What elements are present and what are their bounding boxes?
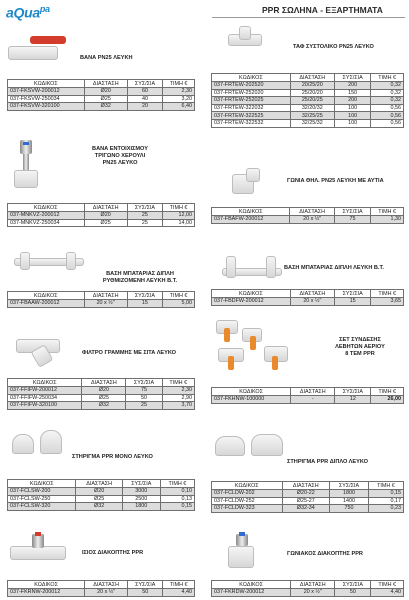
product-price: 0,56 xyxy=(371,119,404,127)
angle-valve-table xyxy=(211,580,404,597)
product-price: 3,20 xyxy=(163,95,195,103)
col-price: ΤΙΜΗ € xyxy=(368,482,403,490)
col-price: ΤΙΜΗ € xyxy=(371,388,404,396)
stop-valve-title-line1: ΒΑΝΑ ΕΝΤΟΙΧΙΣΜΟΥ xyxy=(92,146,148,152)
product-pack: 75 xyxy=(126,387,162,395)
product-size: Ø32 xyxy=(84,103,127,111)
angle-valve-image xyxy=(226,532,260,572)
product-price: 0,17 xyxy=(368,497,403,505)
product-size: 20 x ½" xyxy=(290,298,334,306)
table-row xyxy=(212,589,404,597)
logo-suffix: pa xyxy=(39,4,50,14)
product-code: 037-FKRNW-200012 xyxy=(8,589,85,597)
straight-valve-image xyxy=(10,532,68,568)
col-code: ΚΩΔΙΚΟΣ xyxy=(8,204,85,212)
product-code: 037-FRTEW-252025 xyxy=(212,97,291,105)
product-pack: 1800 xyxy=(122,503,160,511)
product-code: 037-FKSVW-200012 xyxy=(8,88,85,96)
ball-valve-title: ΒΑΝΑ PN25 ΛΕΥΚΗ xyxy=(80,55,133,61)
filter-title: ΦΙΛΤΡΟ ΓΡΑΜΜΗΣ ΜΕ ΣΙΤΑ ΛΕΥΚΟ xyxy=(82,350,177,356)
mixer-base-title: ΒΑΣΗ ΜΠΑΤΑΡΙΑΣ ΔΙΠΛΗ ΛΕΥΚΗ Β.Τ. xyxy=(284,265,384,271)
col-price: ΤΙΜΗ € xyxy=(371,290,404,298)
page-title: PPR ΣΩΛΗΝΑ - ΕΞΑΡΤΗΜΑΤΑ xyxy=(262,5,383,15)
gas-set-title xyxy=(330,337,390,358)
product-code: 037-FFIFW-320100 xyxy=(8,402,82,410)
stop-valve-image xyxy=(14,140,40,192)
reducer-cap-title: ΤΑΦ ΣΥΣΤΟΛΙΚΟ PN25 ΛΕΥΚΟ xyxy=(293,44,374,50)
ball-valve-image xyxy=(8,32,68,62)
product-pack: 750 xyxy=(330,505,369,513)
product-pack: 60 xyxy=(127,88,162,96)
product-code: 037-FRTEW-322525 xyxy=(212,112,291,120)
elbow-title: ΓΩΝΙΑ ΘΗΛ. PN25 ΛΕΥΚΗ ΜΕ ΑΥΤΙΑ xyxy=(287,178,384,184)
col-code: ΚΩΔΙΚΟΣ xyxy=(8,581,85,589)
product-price: 6,40 xyxy=(163,103,195,111)
filter-image xyxy=(16,333,62,367)
col-price: ΤΙΜΗ € xyxy=(163,204,195,212)
reducer-cap-image xyxy=(228,26,262,50)
mixer-base-adjustable-title xyxy=(100,271,180,285)
product-code: 037-FFIFW-200012 xyxy=(8,387,82,395)
table-row xyxy=(212,104,404,112)
product-price: 0,15 xyxy=(160,503,194,511)
mixer-base-adjustable-image xyxy=(14,252,84,272)
reducer-cap-table xyxy=(211,73,404,128)
product-pack: 3000 xyxy=(122,488,160,496)
product-price: 0,10 xyxy=(160,488,194,496)
table-row xyxy=(8,88,195,96)
mixer-base-adjustable-table xyxy=(7,291,195,308)
table-row xyxy=(212,497,404,505)
product-pack: 100 xyxy=(334,104,370,112)
col-pack: ΣΥΣ/ΣΙΑ xyxy=(126,379,162,387)
table-row xyxy=(8,503,195,511)
product-pack: 100 xyxy=(334,119,370,127)
product-price: 0,56 xyxy=(371,104,404,112)
product-code: 037-FBDFW-200012 xyxy=(212,298,291,306)
title-divider xyxy=(212,17,405,18)
table-row xyxy=(212,97,404,105)
product-price: 3,70 xyxy=(162,402,195,410)
product-code: 037-FKSVW-250034 xyxy=(8,95,85,103)
col-pack: ΣΥΣ/ΣΙΑ xyxy=(127,80,162,88)
filter-table xyxy=(7,378,195,410)
product-pack: 75 xyxy=(334,216,370,224)
col-size: ΔΙΑΣΤΑΣΗ xyxy=(82,379,126,387)
col-code: ΚΩΔΙΚΟΣ xyxy=(8,379,82,387)
product-size: Ø32 xyxy=(76,503,122,511)
col-size: ΔΙΑΣΤΑΣΗ xyxy=(282,482,330,490)
product-price: 2,30 xyxy=(163,88,195,96)
col-pack: ΣΥΣ/ΣΙΑ xyxy=(335,290,371,298)
ball-valve-table xyxy=(7,79,195,111)
product-code: 037-FCLDW-252 xyxy=(212,497,283,505)
product-code: 037-MNKVZ-250034 xyxy=(8,219,85,227)
mixer-base-image xyxy=(222,250,282,282)
product-pack: 100 xyxy=(334,112,370,120)
table-row xyxy=(8,219,195,227)
col-size: ΔΙΑΣΤΑΣΗ xyxy=(290,290,334,298)
product-size: 20/25/20 xyxy=(290,82,334,90)
product-price: 0,56 xyxy=(371,112,404,120)
col-price: ΤΙΜΗ € xyxy=(162,379,195,387)
product-code: 037-MNKVZ-200012 xyxy=(8,212,85,220)
product-pack: 15 xyxy=(127,300,162,308)
straight-valve-table xyxy=(7,580,195,597)
table-row xyxy=(8,402,195,410)
col-code: ΚΩΔΙΚΟΣ xyxy=(8,80,85,88)
gas-set-title-line1: ΣΕΤ ΣΥΝΔΕΣΗΣ xyxy=(339,337,381,343)
product-pack: 1400 xyxy=(330,497,369,505)
table-row xyxy=(8,95,195,103)
elbow-image xyxy=(232,168,262,196)
col-pack: ΣΥΣ/ΣΙΑ xyxy=(334,74,370,82)
product-size: 20 x ½" xyxy=(85,589,128,597)
double-clip-table xyxy=(211,481,404,513)
mixer-base-adjustable-title-line2: ΡΥΘΜΙΖΟΜΕΝΗ ΛΕΥΚΗ Β.Τ. xyxy=(102,278,178,284)
product-size: Ø20-22 xyxy=(282,490,330,498)
product-price: 0,13 xyxy=(160,495,194,503)
product-price: 26,00 xyxy=(371,396,404,404)
product-price: 4,40 xyxy=(163,589,195,597)
product-size: 20 x ½" xyxy=(291,589,335,597)
product-code: 037-FKHNW-100000 xyxy=(212,396,291,404)
product-price: 0,32 xyxy=(371,82,404,90)
product-price: 4,40 xyxy=(371,589,404,597)
product-code: 037-FCLDW-202 xyxy=(212,490,283,498)
product-price: 3,65 xyxy=(371,298,404,306)
col-code: ΚΩΔΙΚΟΣ xyxy=(8,480,76,488)
table-row xyxy=(8,394,195,402)
product-price: 0,23 xyxy=(368,505,403,513)
product-size: Ø25 xyxy=(84,219,127,227)
gas-set-title-line2: ΛΕΒΗΤΩΝ ΑΕΡΙΟΥ xyxy=(335,344,385,350)
product-pack: 25 xyxy=(127,219,162,227)
product-code: 037-FCLSW-250 xyxy=(8,495,76,503)
product-pack: 50 xyxy=(126,394,162,402)
col-size: ΔΙΑΣΤΑΣΗ xyxy=(84,292,127,300)
product-pack: 200 xyxy=(334,82,370,90)
col-price: ΤΙΜΗ € xyxy=(163,581,195,589)
col-pack: ΣΥΣ/ΣΙΑ xyxy=(334,208,370,216)
product-code: 037-FFIFW-250034 xyxy=(8,394,82,402)
col-price: ΤΙΜΗ € xyxy=(371,581,404,589)
stop-valve-title xyxy=(84,146,156,167)
col-pack: ΣΥΣ/ΣΙΑ xyxy=(335,581,371,589)
col-pack: ΣΥΣ/ΣΙΑ xyxy=(127,292,162,300)
product-size: Ø20 xyxy=(84,88,127,96)
gas-set-image xyxy=(214,318,294,374)
col-size: ΔΙΑΣΤΑΣΗ xyxy=(85,581,128,589)
product-price: 0,32 xyxy=(371,97,404,105)
product-pack: 150 xyxy=(334,89,370,97)
mixer-base-table xyxy=(211,289,404,306)
product-size: 32/20/32 xyxy=(290,104,334,112)
product-size: 20 x ½" xyxy=(84,300,127,308)
product-code: 037-FBAFW-200012 xyxy=(212,216,290,224)
col-price: ΤΙΜΗ € xyxy=(163,292,195,300)
col-code: ΚΩΔΙΚΟΣ xyxy=(8,292,85,300)
table-row xyxy=(212,216,404,224)
product-price: 0,32 xyxy=(371,89,404,97)
product-pack: 50 xyxy=(335,589,371,597)
col-size: ΔΙΑΣΤΑΣΗ xyxy=(290,74,334,82)
product-code: 037-FKSVW-320100 xyxy=(8,103,85,111)
col-price: ΤΙΜΗ € xyxy=(163,80,195,88)
table-row xyxy=(8,589,195,597)
product-code: 037-FRTEW-322032 xyxy=(212,104,291,112)
product-code: 037-FRTEW-252020 xyxy=(212,89,291,97)
brand-logo xyxy=(6,4,50,21)
product-code: 037-FRTEW-322532 xyxy=(212,119,291,127)
product-price: 2,30 xyxy=(162,387,195,395)
col-code: ΚΩΔΙΚΟΣ xyxy=(212,581,291,589)
logo-text: aQua xyxy=(6,4,40,21)
stop-valve-title-line2: ΤΡΙΓΩΝΟ ΧΕΡΟΥΛΙ xyxy=(94,153,146,159)
col-size: ΔΙΑΣΤΑΣΗ xyxy=(84,204,127,212)
product-size: Ø25 xyxy=(82,394,126,402)
product-pack: 25 xyxy=(126,402,162,410)
product-pack: 40 xyxy=(127,95,162,103)
product-size: 25/20/25 xyxy=(290,97,334,105)
table-row xyxy=(212,298,404,306)
table-row xyxy=(8,212,195,220)
product-pack: 15 xyxy=(335,298,371,306)
product-size: Ø20 xyxy=(76,488,122,496)
table-row xyxy=(8,103,195,111)
table-row xyxy=(8,300,195,308)
angle-valve-title: ΓΩΝΙΑΚΟΣ ΔΙΑΚΟΠΤΗΣ PPR xyxy=(287,551,363,557)
product-size: Ø32-34 xyxy=(282,505,330,513)
product-price: 1,30 xyxy=(371,216,404,224)
product-code: 037-FRTEW-202520 xyxy=(212,82,291,90)
col-code: ΚΩΔΙΚΟΣ xyxy=(212,388,291,396)
col-pack: ΣΥΣ/ΣΙΑ xyxy=(335,388,371,396)
col-pack: ΣΥΣ/ΣΙΑ xyxy=(128,581,163,589)
col-price: ΤΙΜΗ € xyxy=(371,208,404,216)
table-row xyxy=(8,488,195,496)
product-size: 25/20/20 xyxy=(290,89,334,97)
gas-set-table xyxy=(211,387,404,404)
table-row xyxy=(212,119,404,127)
mixer-base-adjustable-title-line1: ΒΑΣΗ ΜΠΑΤΑΡΙΑΣ ΔΙΠΛΗ xyxy=(106,271,174,277)
gas-set-title-line3: 8 ΤΕΜ PPR xyxy=(345,351,375,357)
table-row xyxy=(212,112,404,120)
table-row xyxy=(212,89,404,97)
col-pack: ΣΥΣ/ΣΙΑ xyxy=(330,482,369,490)
straight-valve-title: ΙΣΙΟΣ ΔΙΑΚΟΠΤΗΣ PPR xyxy=(82,550,144,556)
col-price: ΤΙΜΗ € xyxy=(160,480,194,488)
col-code: ΚΩΔΙΚΟΣ xyxy=(212,482,283,490)
product-price: 2,90 xyxy=(162,394,195,402)
product-price: 12,00 xyxy=(163,212,195,220)
col-code: ΚΩΔΙΚΟΣ xyxy=(212,290,291,298)
table-row xyxy=(212,490,404,498)
double-clip-image xyxy=(215,432,285,458)
product-pack: 1800 xyxy=(330,490,369,498)
table-row xyxy=(212,82,404,90)
product-code: 037-FKRDW-200012 xyxy=(212,589,291,597)
col-code: ΚΩΔΙΚΟΣ xyxy=(212,208,290,216)
product-code: 037-FCLSW-200 xyxy=(8,488,76,496)
col-size: ΔΙΑΣΤΑΣΗ xyxy=(84,80,127,88)
col-pack: ΣΥΣ/ΣΙΑ xyxy=(127,204,162,212)
elbow-table xyxy=(211,207,404,224)
product-size: Ø25-27 xyxy=(282,497,330,505)
table-row xyxy=(212,396,404,404)
table-row xyxy=(8,387,195,395)
product-pack: 2500 xyxy=(122,495,160,503)
double-clip-title: ΣΤΗΡΙΓΜΑ PPR ΔΙΠΛΟ ΛΕΥΚΟ xyxy=(287,459,368,465)
product-size: Ø25 xyxy=(76,495,122,503)
table-row xyxy=(212,505,404,513)
product-code: 037-FBAAW-200012 xyxy=(8,300,85,308)
product-pack: 25 xyxy=(127,212,162,220)
product-pack: 12 xyxy=(335,396,371,404)
col-price: ΤΙΜΗ € xyxy=(371,74,404,82)
product-pack: 50 xyxy=(128,589,163,597)
product-size: 32/25/32 xyxy=(290,119,334,127)
single-clip-image xyxy=(12,430,64,456)
product-size: 20 x ½" xyxy=(290,216,334,224)
product-pack: 20 xyxy=(127,103,162,111)
product-code: 037-FCLDW-323 xyxy=(212,505,283,513)
product-pack: 200 xyxy=(334,97,370,105)
single-clip-table xyxy=(7,479,195,511)
product-size: Ø20 xyxy=(82,387,126,395)
single-clip-title: ΣΤΗΡΙΓΜΑ PPR ΜΟΝΟ ΛΕΥΚΟ xyxy=(72,454,153,460)
product-size: Ø32 xyxy=(82,402,126,410)
product-code: 037-FCLSW-320 xyxy=(8,503,76,511)
product-size: Ø25 xyxy=(84,95,127,103)
product-size: - xyxy=(291,396,335,404)
stop-valve-table xyxy=(7,203,195,227)
col-size: ΔΙΑΣΤΑΣΗ xyxy=(291,581,335,589)
product-size: Ø20 xyxy=(84,212,127,220)
product-price: 5,00 xyxy=(163,300,195,308)
col-code: ΚΩΔΙΚΟΣ xyxy=(212,74,291,82)
product-size: 32/25/25 xyxy=(290,112,334,120)
col-size: ΔΙΑΣΤΑΣΗ xyxy=(291,388,335,396)
product-price: 14,00 xyxy=(163,219,195,227)
table-row xyxy=(8,495,195,503)
col-size: ΔΙΑΣΤΑΣΗ xyxy=(76,480,122,488)
product-price: 0,15 xyxy=(368,490,403,498)
col-pack: ΣΥΣ/ΣΙΑ xyxy=(122,480,160,488)
stop-valve-title-line3: PN25 ΛΕΥΚΟ xyxy=(102,160,138,166)
col-size: ΔΙΑΣΤΑΣΗ xyxy=(290,208,334,216)
